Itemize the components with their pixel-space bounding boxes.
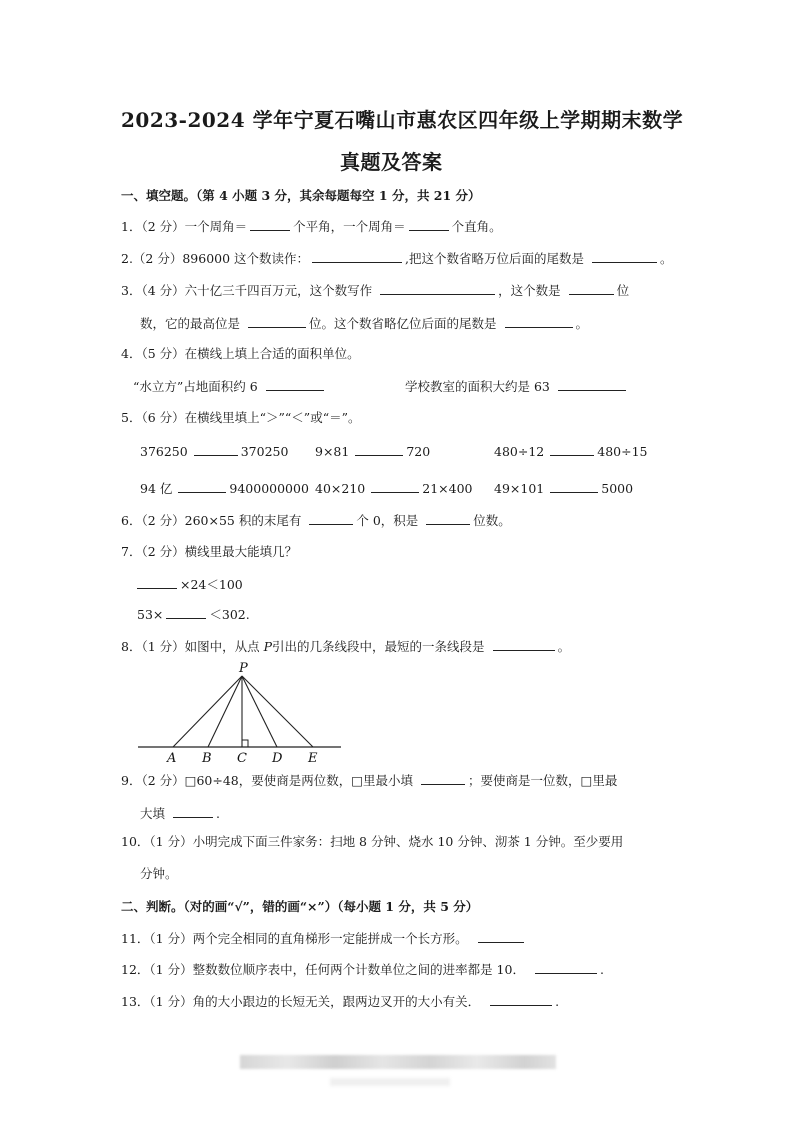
answer-blank[interactable] [250, 218, 290, 231]
section-heading-judge: 二、判断。（对的画“√”，错的画“×”）（每小题 1 分，共 5 分） [121, 899, 479, 914]
answer-blank[interactable] [312, 250, 402, 263]
answer-blank[interactable] [178, 480, 226, 493]
q6-text-b: 个 0，积是 [356, 513, 419, 528]
q6-text-a: 6．（2 分）260×55 积的末尾有 [121, 513, 302, 528]
answer-blank[interactable] [490, 993, 552, 1006]
question-7-item-a [137, 576, 243, 593]
q9-text-c: 大填 [140, 806, 166, 821]
segment-pb [208, 676, 242, 747]
q5-row1-item3: 480÷12 480÷15 [494, 444, 648, 459]
q7-text-b: ×24＜100 [180, 577, 243, 592]
q8-text-b: 引出的几条线段中，最短的一条线段是 [272, 639, 485, 654]
q5-row2-item1: 94 亿 9400000000 [140, 481, 309, 496]
blurred-footer-watermark-2 [330, 1078, 450, 1086]
q12-text-b: . [599, 962, 604, 977]
label-p: P [239, 661, 248, 676]
section-heading-fill-blank: 一、填空题。（第 4 小题 3 分，其余每题每空 1 分，共 21 分） [121, 188, 481, 203]
question-11 [121, 930, 527, 947]
question-7-item-b [137, 606, 250, 623]
point-p-label: P [263, 639, 273, 654]
question-10-line2: 分钟。 [140, 866, 178, 881]
q1-text-b: 个平角，一个周角＝ [293, 219, 406, 234]
q9-text-a: 9．（2 分）□60÷48，要使商是两位数，□里最小填 [121, 773, 414, 788]
question-8 [121, 638, 570, 655]
label-d: D [272, 751, 283, 766]
q7-text-c: 53× [137, 607, 164, 622]
page-title-line2: 真题及答案 [340, 150, 443, 174]
q4-text-c: 学校教室的面积大约是 63 [405, 379, 550, 394]
answer-blank[interactable] [493, 638, 555, 651]
question-1 [121, 218, 502, 235]
answer-blank[interactable] [248, 315, 306, 328]
answer-blank[interactable] [409, 218, 449, 231]
q11-text-a: 11．（1 分）两个完全相同的直角梯形一定能拼成一个长方形。 [121, 931, 468, 946]
q1-text-a: 1．（2 分）一个周角＝ [121, 219, 248, 234]
q12-text-a: 12．（1 分）整数数位顺序表中，任何两个计数单位之间的进率都是 10． [121, 962, 525, 977]
answer-blank[interactable] [421, 772, 465, 785]
answer-blank[interactable] [173, 805, 213, 818]
q1-text-c: 个直角。 [451, 219, 502, 234]
q6-text-c: 位数。 [473, 513, 511, 528]
question-2 [121, 250, 673, 267]
question-6 [121, 512, 511, 529]
answer-blank[interactable] [309, 512, 353, 525]
answer-blank[interactable] [550, 480, 598, 493]
page-title-line1: 2023-2024 学年宁夏石嘴山市惠农区四年级上学期期末数学 [121, 108, 684, 132]
q13-text-b: . [555, 994, 560, 1009]
blurred-footer-watermark [240, 1055, 556, 1069]
answer-blank[interactable] [266, 378, 324, 391]
answer-blank[interactable] [371, 480, 419, 493]
segment-pa [173, 676, 242, 747]
q5-row2-item2: 40×210 21×400 [315, 481, 473, 496]
q5-row2-item3: 49×101 5000 [494, 481, 634, 496]
question-13 [121, 993, 559, 1010]
q2-text-c: 。 [660, 251, 673, 266]
answer-blank[interactable] [550, 443, 594, 456]
label-a: A [167, 751, 177, 766]
question-4-item-a [133, 378, 327, 395]
answer-blank[interactable] [355, 443, 403, 456]
question-9-line1 [121, 772, 617, 789]
answer-blank[interactable] [535, 961, 597, 974]
answer-blank[interactable] [194, 443, 238, 456]
answer-blank[interactable] [166, 606, 206, 619]
q2-text-b: ,把这个数省略万位后面的尾数是 [405, 251, 585, 266]
label-c: C [237, 751, 247, 766]
q3-text-e: 位。这个数省略亿位后面的尾数是 [309, 316, 497, 331]
segment-pe [242, 676, 313, 747]
q13-text-a: 13．（1 分）角的大小跟边的长短无关，跟两边叉开的大小有关． [121, 994, 481, 1009]
label-e: E [308, 751, 318, 766]
answer-blank[interactable] [592, 250, 657, 263]
q4-text-b: “水立方”占地面积约 6 [133, 379, 258, 394]
q3-text-c: 位 [616, 283, 630, 298]
question-9-line2 [140, 805, 220, 822]
segment-pd [242, 676, 277, 747]
q2-text-a: 2.（2 分）896000 这个数读作： [121, 251, 310, 266]
answer-blank[interactable] [137, 576, 177, 589]
q3-text-b: ，这个数是 [498, 283, 561, 298]
segments-figure [138, 660, 343, 766]
q3-text-a: 3．（4 分）六十亿三千四百万元，这个数写作 [121, 283, 373, 298]
right-angle-mark [242, 740, 248, 747]
answer-blank[interactable] [426, 512, 470, 525]
question-3-line2 [140, 315, 588, 332]
q7-text-d: ＜302. [209, 607, 250, 622]
q3-text-d: 数，它的最高位是 [140, 316, 241, 331]
question-10-line1: 10．（1 分）小明完成下面三件家务：扫地 8 分钟、烧水 10 分钟、沏茶 1 分钟。至少要用 [121, 834, 624, 849]
q5-row1-item1: 376250 370250 [140, 444, 289, 459]
q8-text-c: 。 [557, 639, 571, 654]
q9-text-b: ；要使商是一位数，□里最 [468, 773, 618, 788]
q3-text-f: 。 [575, 316, 589, 331]
question-12 [121, 961, 604, 978]
question-4-item-b [405, 378, 629, 395]
question-7: 7．（2 分）横线里最大能填几？ [121, 544, 298, 559]
answer-blank[interactable] [380, 282, 495, 295]
label-b: B [202, 751, 212, 766]
q5-row1-item2: 9×81 720 [315, 444, 431, 459]
answer-blank[interactable] [558, 378, 626, 391]
question-4: 4．（5 分）在横线上填上合适的面积单位。 [121, 346, 360, 361]
q8-text-a: 8．（1 分）如图中，从点 [121, 639, 260, 654]
answer-blank[interactable] [505, 315, 573, 328]
answer-blank[interactable] [478, 930, 524, 943]
answer-blank[interactable] [569, 282, 614, 295]
question-3-line1 [121, 282, 629, 299]
question-5: 5．（6 分）在横线里填上“＞”“＜”或“＝”。 [121, 410, 361, 425]
q9-text-d: . [216, 806, 220, 821]
